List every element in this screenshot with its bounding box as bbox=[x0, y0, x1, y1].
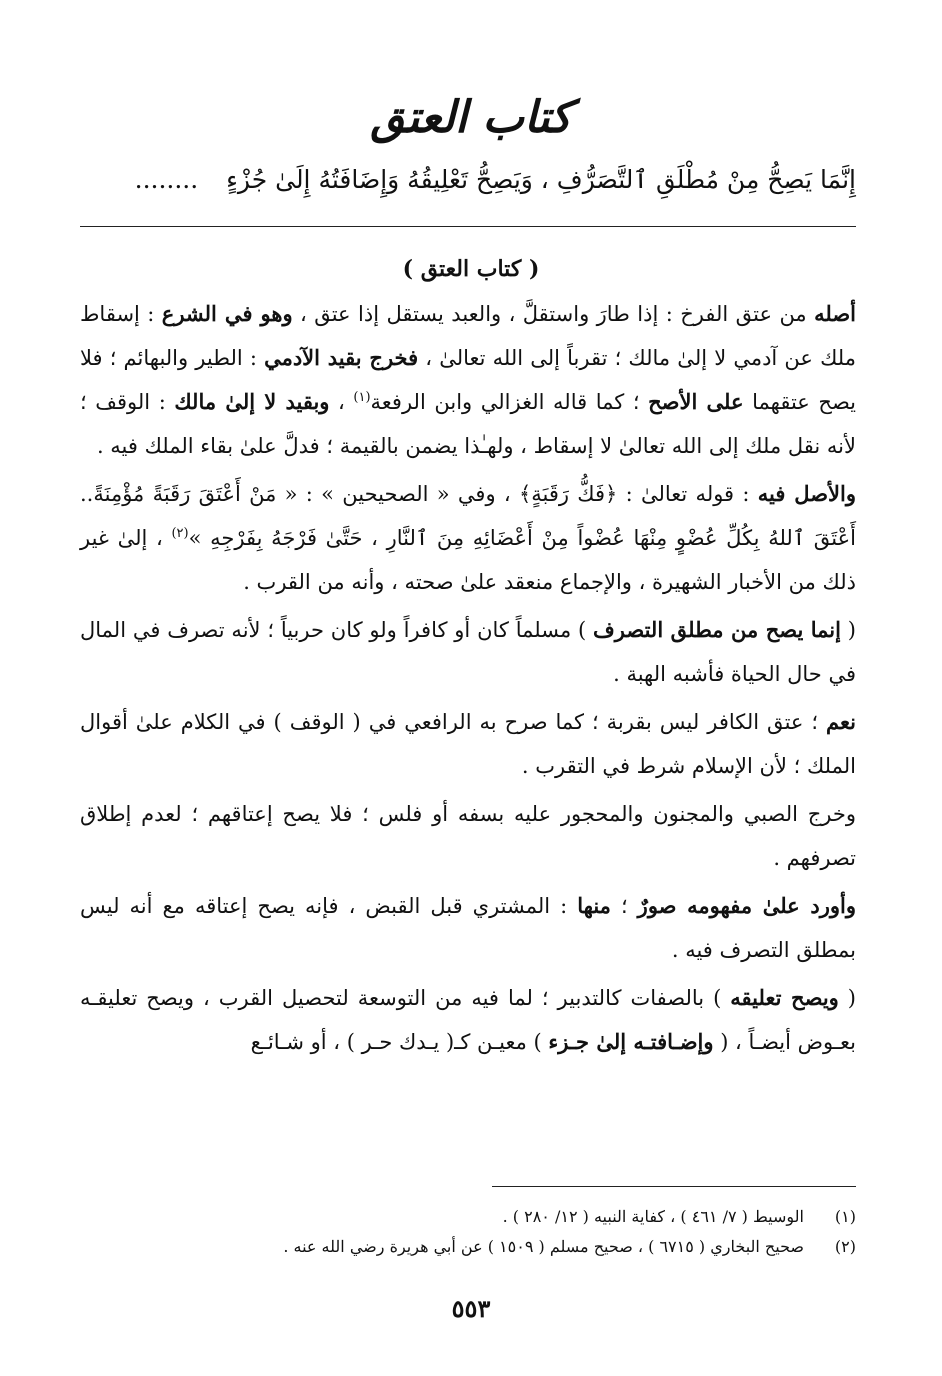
bold-lemma: وإضـافتـه إلىٰ جـزء bbox=[548, 1029, 714, 1054]
paragraph-text: ( bbox=[838, 986, 856, 1010]
paragraph bbox=[80, 884, 856, 972]
paragraph-text: من عتق الفرخ : إذا طارَ واستقلَّ ، والعبد يستقل إذا عتق ، bbox=[292, 302, 815, 326]
book-title: كتاب العتق bbox=[370, 92, 572, 143]
footnote-number: (١) bbox=[834, 1207, 856, 1226]
footnote bbox=[80, 1232, 856, 1262]
footnote-text: صحيح البخاري ( ٦٧١٥ ) ، صحيح مسلم ( ١٥٠٩ ) عن أبي هريرة رضي الله عنه . bbox=[283, 1237, 804, 1256]
footnote-number: (٢) bbox=[834, 1237, 856, 1256]
paragraph-text: ) مسلماً كان أو كافراً ولو كان حربياً ؛ لأنه تصرف في المال في حال الحياة فأشبه الهبة . bbox=[80, 618, 856, 686]
bold-lemma: وأورد علىٰ مفهومه صورٌ bbox=[637, 893, 856, 918]
bold-lemma: منها bbox=[577, 893, 611, 918]
paragraph-text: : الطير والبهائم ؛ فلا يصح عتقهما bbox=[80, 346, 857, 414]
bold-lemma: والأصل فيه bbox=[757, 481, 856, 506]
paragraph bbox=[80, 608, 856, 696]
page-number: ٥٥٣ bbox=[451, 1294, 491, 1323]
bold-lemma: على الأصح bbox=[648, 389, 744, 414]
paragraph bbox=[80, 700, 856, 788]
paragraph-text: ، bbox=[329, 390, 354, 414]
bold-lemma: وبقيد لا إلىٰ مالك bbox=[174, 389, 330, 414]
footnote-divider bbox=[492, 1186, 856, 1187]
bold-lemma: نعم bbox=[826, 709, 856, 734]
bold-lemma: فخرج بقيد الآدمي bbox=[264, 345, 419, 370]
section-heading: ( كتاب العتق ) bbox=[402, 256, 540, 282]
commentary-body bbox=[80, 292, 856, 1068]
paragraph-text: ( bbox=[840, 618, 856, 642]
paragraph-text: ، إلىٰ غير ذلك من الأخبار الشهيرة ، والإجماع منعقد علىٰ صحته ، وأنه من القرب . bbox=[80, 526, 856, 594]
matn-text-line bbox=[76, 160, 856, 200]
bold-lemma: ويصح تعليقه bbox=[730, 985, 839, 1010]
bold-lemma: إنما يصح من مطلق التصرف bbox=[593, 617, 841, 642]
header-divider bbox=[80, 226, 856, 227]
paragraph bbox=[80, 292, 856, 468]
paragraph-text: ) معيـن كـ( يـدك حـر ) ، أو شـائـع bbox=[250, 1030, 549, 1054]
paragraph-text: : الوقف ؛ لأنه نقل ملك إلى الله تعالىٰ لا إسقاط ، ولهـٰذا يضمن بالقيمة ؛ فدلَّ علىٰ بقاء الملك فيه . bbox=[80, 390, 856, 458]
footnotes bbox=[80, 1202, 856, 1262]
paragraph-text: ؛ bbox=[610, 894, 638, 918]
matn-dots: ........ bbox=[134, 165, 199, 194]
paragraph bbox=[80, 472, 856, 604]
paragraph-text: ؛ كما قاله الغزالي وابن الرفعة bbox=[370, 390, 649, 414]
paragraph bbox=[80, 976, 856, 1064]
paragraph-text: ؛ عتق الكافر ليس بقربة ؛ كما صرح به الرافعي في ( الوقف ) في الكلام علىٰ أقوال الملك ؛ لأن الإسلام شرط في التقرب . bbox=[80, 710, 856, 778]
paragraph-text: ) بالصفات كالتدبير ؛ لما فيه من التوسعة لتحصيل القرب ، ويصح تعليقـه بعـوض أيضـاً ، ( bbox=[80, 986, 856, 1054]
footnote-text: الوسيط ( ٧/ ٤٦١ ) ، كفاية النبيه ( ١٢/ ٢٨٠ ) . bbox=[502, 1207, 804, 1226]
paragraph-text: : المشتري قبل القبض ، فإنه يصح إعتاقه مع أنه ليس بمطلق التصرف فيه . bbox=[80, 894, 856, 962]
footnote bbox=[80, 1202, 856, 1232]
paragraph-text: : قوله تعالىٰ : ﴿فَكُّ رَقَبَةٍ﴾ ، وفي « الصحيحين » : « مَنْ أَعْتَقَ رَقَبَةً مُؤْمِنَةً.. أَعْتَقَ ٱللهُ بِكُلِّ عُضْوٍ مِنْهَا عُضْواً مِنْ أَعْضَائِهِ مِنَ ٱلنَّارِ ، حَتَّىٰ فَرْجَهُ بِفَرْجِهِ » bbox=[80, 482, 857, 550]
bold-lemma: أصله bbox=[814, 301, 856, 326]
matn-text: إِنَّمَا يَصِحُّ مِنْ مُطْلَقِ ٱلتَّصَرُّفِ ، وَيَصِحُّ تَعْلِيقُهُ وَإِضَافَتُهُ إِلَىٰ جُزْءٍ bbox=[226, 165, 856, 194]
paragraph bbox=[80, 792, 856, 880]
footnote-marker: (١) bbox=[353, 390, 371, 405]
paragraph-text: : إسقاط ملك عن آدمي لا إلىٰ مالك ؛ تقرباً إلى الله تعالىٰ ، bbox=[80, 302, 856, 370]
footnote-marker: (٢) bbox=[171, 526, 189, 541]
paragraph-text: وخرج الصبي والمجنون والمحجور عليه بسفه أو فلس ؛ فلا يصح إعتاقهم ؛ لعدم إطلاق تصرفهم . bbox=[80, 802, 856, 870]
bold-lemma: وهو في الشرع bbox=[161, 301, 293, 326]
